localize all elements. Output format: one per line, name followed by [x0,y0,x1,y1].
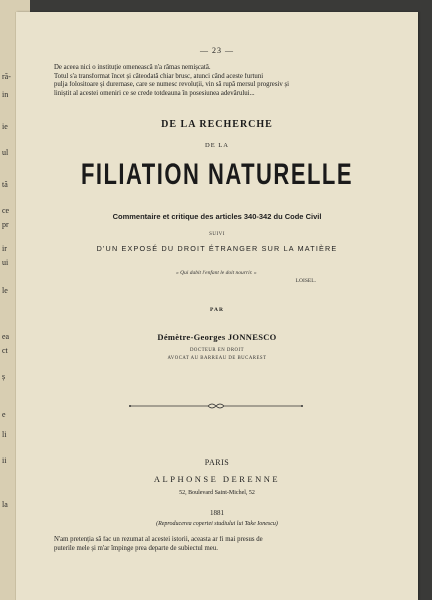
underlying-text-fragment: ră- [2,72,11,81]
epigraph-quote: « Qui dabit l'enfant le doit nourrir. » [176,270,257,276]
underlying-text-fragment: ir [2,244,7,253]
underlying-text-fragment: ui [2,258,9,267]
underlying-text-fragment: li [2,430,7,439]
publication-city: PARIS [204,458,230,467]
publication-year: 1881 [210,509,224,517]
heading-de-la-recherche: DE LA RECHERCHE [161,119,273,130]
closing-line: N'am pretenția să fac un rezumat al acestei istorii, aceasta ar fi mai presus de [54,536,263,543]
intro-paragraph [54,64,384,98]
author-name: Démètre-Georges JONNESCO [157,332,277,342]
expose-line: D'UN EXPOSÉ DU DROIT ÉTRANGER SUR LA MATIÈRE [96,244,338,253]
underlying-text-fragment: in [2,90,9,99]
document-page [16,12,418,600]
publisher-name: ALPHONSE DERENNE [153,474,281,484]
intro-line: De aceea nici o instituție omenească n'a rămas nemișcată. [54,64,211,71]
intro-line: Totul s'a transformat încet și câteodată chiar brusc, atunci când aceste furtuni [54,72,264,80]
underlying-text-fragment: la [2,500,8,509]
intro-line: liniștit al acestei omeniri ce se crede totdeauna în posesiunea adevărului... [54,89,255,97]
author-credential-advocate: AVOCAT AU BARREAU DE BUCAREST [167,356,267,361]
closing-line: puterile mele și m'ar împinge prea departe de subiectul meu. [54,544,218,552]
suivi-label: SUIVI [209,232,225,237]
heading-de-la: DE LA [205,142,229,149]
closing-paragraph [54,536,384,553]
epigraph [176,270,316,284]
underlying-text-fragment: pr [2,220,9,229]
epigraph-author: LOISEL. [295,278,316,284]
underlying-text-fragment: tă [2,180,8,189]
underlying-text-fragment: ș [2,372,6,381]
publisher-address: 52, Boulevard Saint-Michel, 52 [179,490,255,496]
underlying-text-fragment: ie [2,122,8,131]
par-label: PAR [210,307,224,313]
author-credential-doctorate: DOCTEUR EN DROIT [189,348,245,353]
reproduction-note: (Reproducerea copertei studiului lui Take Ionescu) [156,521,278,527]
ornamental-rule [126,402,306,410]
page-number: — 23 — [200,46,234,55]
document-subtitle: Commentaire et critique des articles 340-342 du Code Civil [112,212,322,221]
intro-line: pulja folositoare și durernase, care se numesc revoluții, vin să rupă mersul progresiv și [54,81,289,89]
underlying-text-fragment: ul [2,148,9,157]
underlying-text-fragment: ii [2,456,7,465]
underlying-text-fragment: le [2,286,8,295]
underlying-text-fragment: ct [2,346,8,355]
underlying-text-fragment: ea [2,332,10,341]
document-title: FILIATION NATURELLE [80,157,354,191]
underlying-text-fragment: e [2,410,6,419]
underlying-text-fragment: ce [2,206,10,215]
